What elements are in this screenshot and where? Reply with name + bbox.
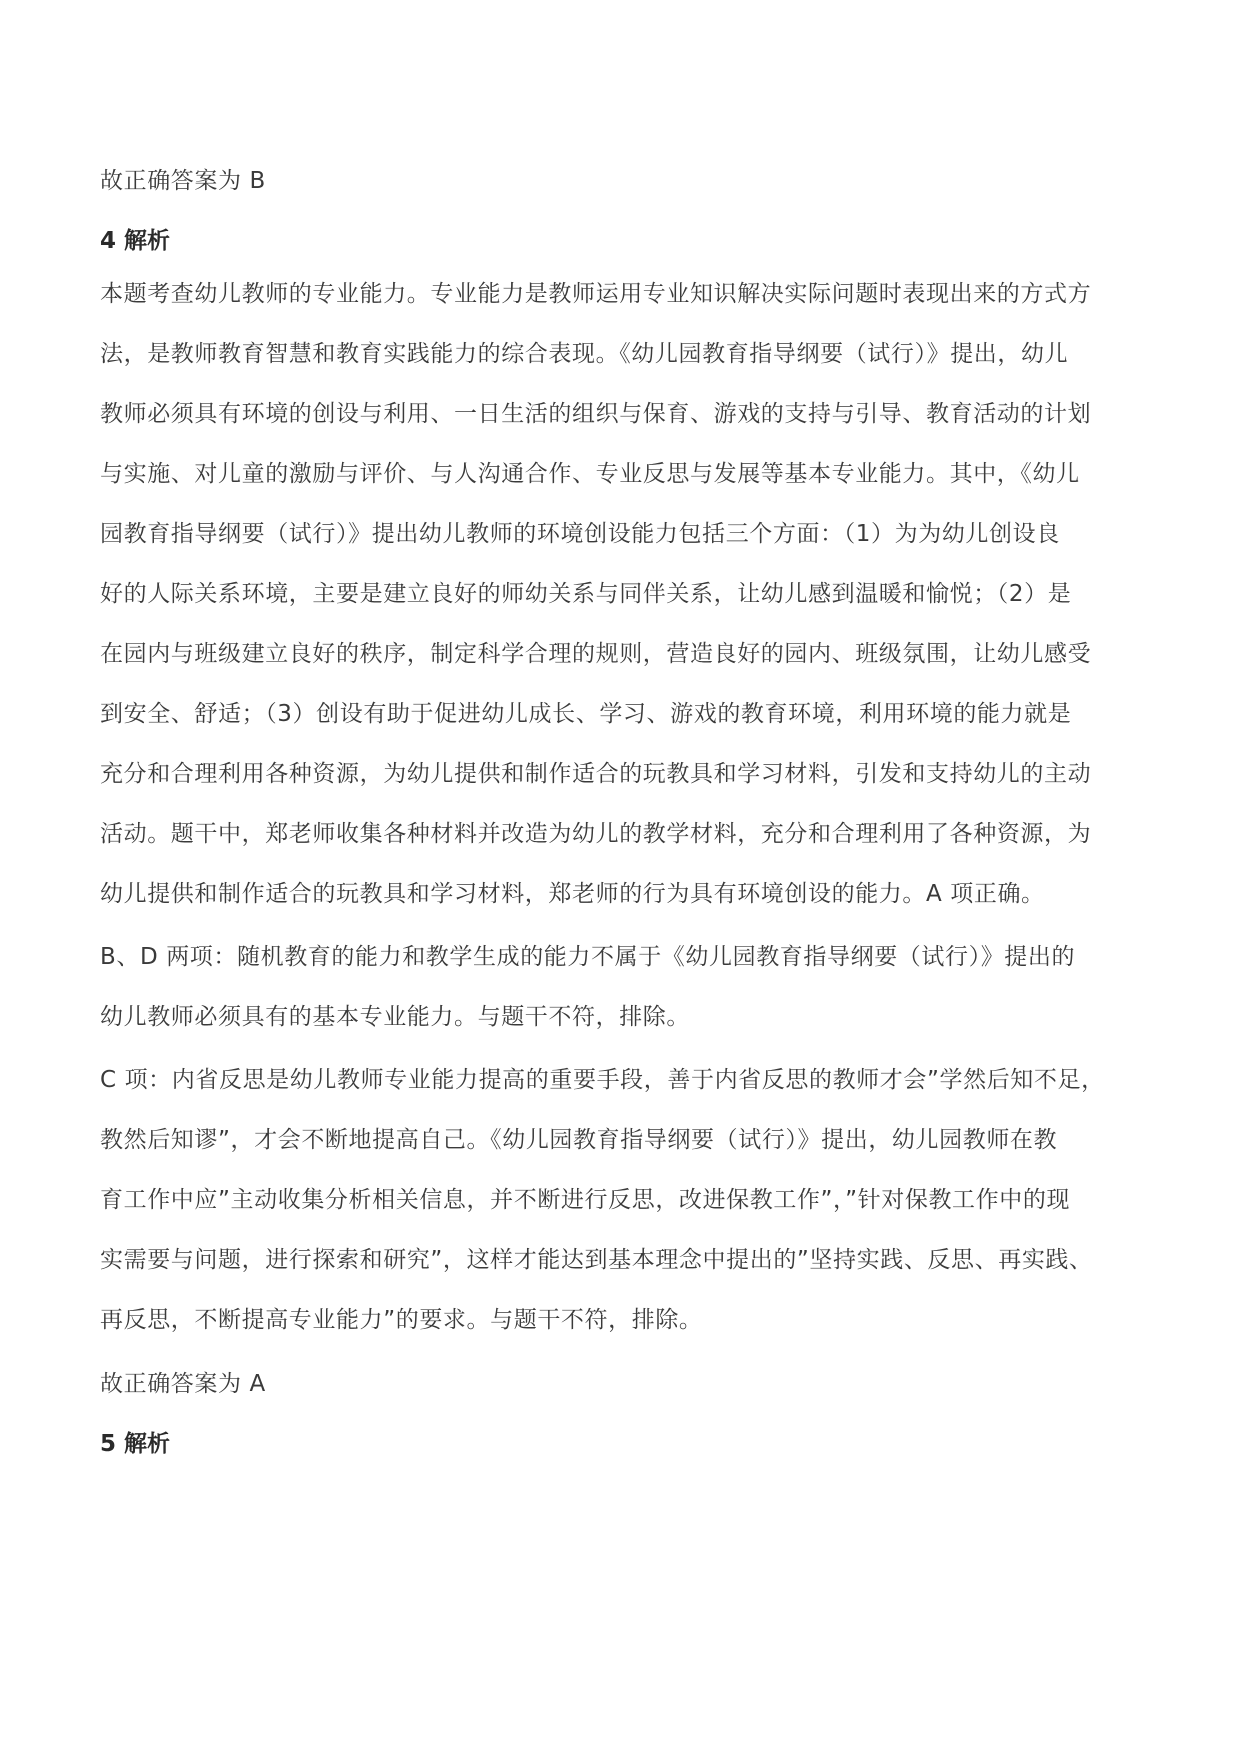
paragraph-line: 教师必须具有环境的创设与利用、一日生活的组织与保育、游戏的支持与引导、教育活动的计划	[100, 401, 1092, 427]
paragraph-line: 法，是教师教育智慧和教育实践能力的综合表现。《幼儿园教育指导纲要（试行）》提出，幼儿	[100, 341, 1069, 367]
answer-line-prev: 故正确答案为 B	[100, 168, 266, 194]
paragraph-line: 幼儿教师必须具有的基本专业能力。与题干不符，排除。	[100, 1004, 690, 1030]
paragraph-line: 在园内与班级建立良好的秩序，制定科学合理的规则，营造良好的园内、班级氛围，让幼儿感受	[100, 641, 1092, 667]
paragraph-line: C 项：内省反思是幼儿教师专业能力提高的重要手段，善于内省反思的教师才会”学然后知不足，	[100, 1067, 1105, 1093]
paragraph-line: B、D 两项：随机教育的能力和教学生成的能力不属于《幼儿园教育指导纲要（试行）》提出的	[100, 944, 1076, 970]
paragraph-line: 教然后知谬”，才会不断地提高自己。《幼儿园教育指导纲要（试行）》提出，幼儿园教师在教	[100, 1127, 1058, 1153]
paragraph-line: 实需要与问题，进行探索和研究”，这样才能达到基本理念中提出的”坚持实践、反思、再实践、	[100, 1247, 1093, 1273]
paragraph-line: 与实施、对儿童的激励与评价、与人沟通合作、专业反思与发展等基本专业能力。其中，《幼儿	[100, 461, 1080, 487]
answer-line-4: 故正确答案为 A	[100, 1371, 266, 1397]
section-heading-4: 4 解析	[100, 228, 171, 254]
paragraph-line: 好的人际关系环境，主要是建立良好的师幼关系与同伴关系，让幼儿感到温暖和愉悦；（2）是	[100, 581, 1072, 607]
paragraph-line: 充分和合理利用各种资源，为幼儿提供和制作适合的玩教具和学习材料，引发和支持幼儿的主动	[100, 761, 1092, 787]
paragraph-line: 活动。题干中，郑老师收集各种材料并改造为幼儿的教学材料，充分和合理利用了各种资源，为	[100, 821, 1092, 847]
paragraph-line: 再反思，不断提高专业能力”的要求。与题干不符，排除。	[100, 1307, 703, 1333]
paragraph-line: 到安全、舒适；（3）创设有助于促进幼儿成长、学习、游戏的教育环境，利用环境的能力就是	[100, 701, 1072, 727]
paragraph-line: 园教育指导纲要（试行）》提出幼儿教师的环境创设能力包括三个方面：（1）为为幼儿创设良	[100, 521, 1060, 547]
section-heading-5: 5 解析	[100, 1431, 171, 1457]
paragraph-line: 本题考查幼儿教师的专业能力。专业能力是教师运用专业知识解决实际问题时表现出来的方式方	[100, 281, 1092, 307]
paragraph-line: 幼儿提供和制作适合的玩教具和学习材料，郑老师的行为具有环境创设的能力。A 项正确。	[100, 881, 1045, 907]
paragraph-line: 育工作中应”主动收集分析相关信息，并不断进行反思，改进保教工作”，”针对保教工作中的现	[100, 1187, 1071, 1213]
